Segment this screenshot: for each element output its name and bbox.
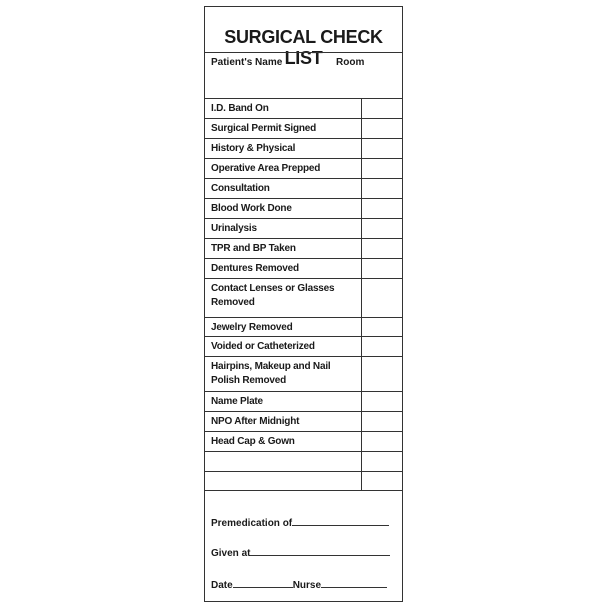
checklist-checkbox[interactable] [362, 219, 402, 238]
checklist-checkbox[interactable] [362, 318, 402, 336]
checklist-row-blank [205, 471, 402, 490]
checklist-item-label: Jewelry Removed [211, 322, 293, 333]
date-label: Date [211, 580, 233, 591]
checklist-item-label: Name Plate [211, 396, 263, 407]
checklist-row [205, 356, 402, 391]
checklist-checkbox[interactable] [362, 159, 402, 178]
checklist-item-label: TPR and BP Taken [211, 243, 296, 254]
nurse-label: Nurse [292, 580, 322, 591]
checklist-row [205, 98, 402, 118]
checklist-item-label: Urinalysis [211, 223, 257, 234]
checklist-row [205, 238, 402, 258]
checklist-item-label: NPO After Midnight [211, 416, 300, 427]
checklist-checkbox[interactable] [362, 337, 402, 356]
checklist-row [205, 138, 402, 158]
checklist-row [205, 317, 402, 336]
checklist-checkbox[interactable] [362, 139, 402, 158]
checklist-checkbox[interactable] [362, 259, 402, 278]
checklist-item-label: Hairpins, Makeup and Nail Polish Removed [211, 361, 331, 386]
checklist-checkbox[interactable] [362, 472, 402, 490]
checklist-item-label: Surgical Permit Signed [211, 123, 317, 134]
checklist-checkbox[interactable] [362, 99, 402, 118]
checklist-item-label: I.D. Band On [211, 103, 269, 114]
checklist-row [205, 336, 402, 356]
checklist-checkbox[interactable] [362, 239, 402, 258]
header-divider [205, 52, 402, 53]
nurse-field[interactable] [321, 578, 387, 588]
checklist-item-label: Blood Work Done [211, 203, 292, 214]
checklist-row [205, 431, 402, 451]
checklist-checkbox[interactable] [362, 119, 402, 138]
date-field[interactable] [233, 578, 293, 588]
checklist-row [205, 118, 402, 138]
date-nurse-line [211, 578, 387, 591]
premedication-label: Premedication of [211, 518, 293, 529]
premedication-field[interactable] [292, 516, 389, 526]
checklist-checkbox[interactable] [362, 279, 402, 317]
checklist-row [205, 258, 402, 278]
checklist-row [205, 158, 402, 178]
checklist-checkbox[interactable] [362, 357, 402, 391]
given-at-line [211, 546, 390, 559]
checklist-checkbox[interactable] [362, 179, 402, 198]
checklist-checkbox[interactable] [362, 452, 402, 471]
form-title: SURGICAL CHECK LIST [224, 27, 383, 68]
checklist-checkbox[interactable] [362, 199, 402, 218]
checklist-checkbox[interactable] [362, 412, 402, 431]
checklist-item-label: Consultation [211, 183, 270, 194]
checklist-item-label: Contact Lenses or Glasses Removed [211, 283, 335, 308]
checklist-row [205, 218, 402, 238]
checklist-item-label: Dentures Removed [211, 263, 299, 274]
checklist-item-label: History & Physical [211, 143, 296, 154]
checklist-row-blank [205, 451, 402, 471]
checklist-item-label: Voided or Catheterized [211, 341, 315, 352]
patient-name-label: Patient's Name [211, 57, 283, 68]
footer-divider [205, 490, 402, 491]
checklist-checkbox[interactable] [362, 392, 402, 411]
checklist-row [205, 178, 402, 198]
room-label: Room [336, 57, 365, 68]
checklist-item-label: Head Cap & Gown [211, 436, 295, 447]
surgical-checklist-form [204, 6, 403, 602]
checklist-row [205, 411, 402, 431]
checklist-checkbox[interactable] [362, 432, 402, 451]
checklist-row [205, 198, 402, 218]
checklist-row [205, 391, 402, 411]
given-at-field[interactable] [250, 546, 390, 556]
checklist-row [205, 278, 402, 317]
premedication-line [211, 516, 389, 529]
given-at-label: Given at [211, 548, 251, 559]
checklist-item-label: Operative Area Prepped [211, 163, 321, 174]
